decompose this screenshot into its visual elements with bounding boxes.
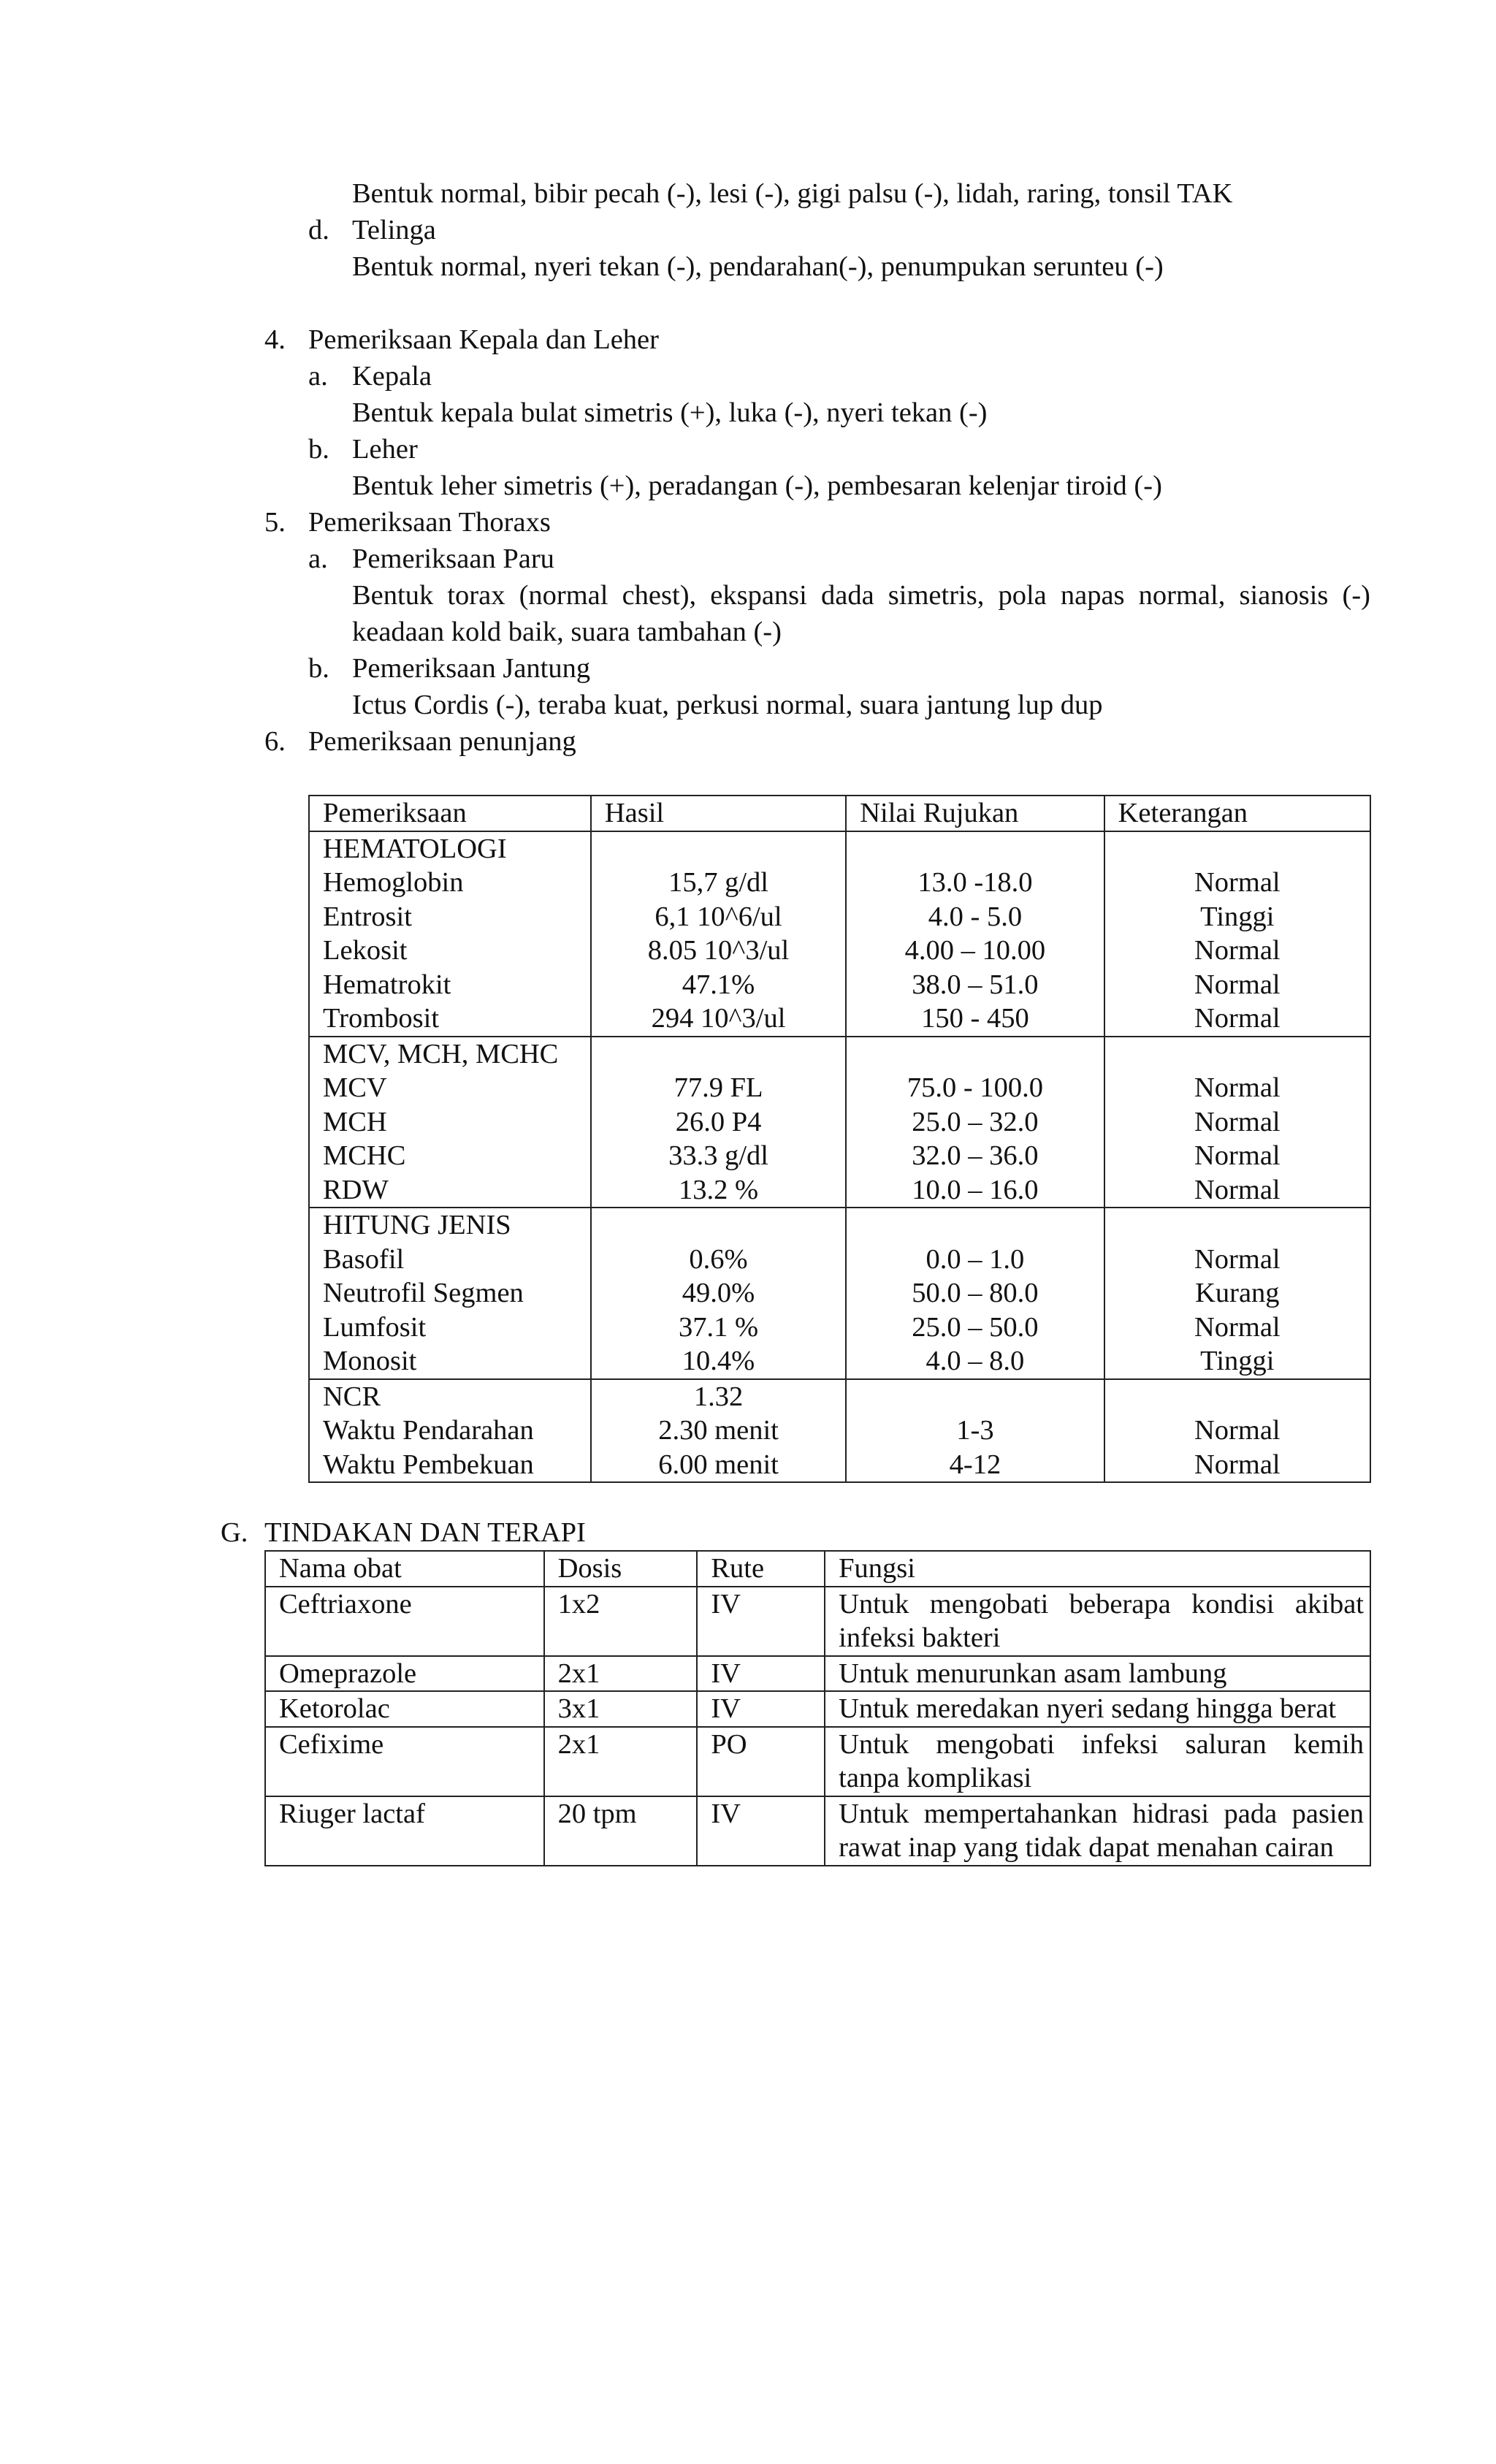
therapy-header-nama-obat: Nama obat	[265, 1551, 544, 1587]
ear-description: Bentuk normal, nyeri tekan (-), pendarahan(-), penumpukan serunteu (-)	[352, 251, 1164, 282]
sectionG-marker: G.	[221, 1517, 248, 1548]
section5-title: Pemeriksaan Thoraxs	[308, 507, 551, 538]
lab-header-pemeriksaan: Pemeriksaan	[309, 796, 591, 831]
test-reference: 75.0 - 100.0	[907, 1072, 1043, 1103]
test-reference: 25.0 – 50.0	[912, 1311, 1039, 1343]
test-result: 6,1 10^6/ul	[654, 901, 782, 932]
test-note: Normal	[1194, 1072, 1281, 1103]
lung-title: Pemeriksaan Paru	[352, 543, 554, 574]
test-reference: 4-12	[949, 1449, 1001, 1480]
drug-dose: 20 tpm	[544, 1796, 698, 1866]
lung-marker: a.	[308, 543, 328, 574]
drug-function	[825, 1727, 1370, 1796]
test-reference: 150 - 450	[921, 1003, 1029, 1034]
test-note: Kurang	[1195, 1278, 1280, 1308]
test-result: 294 10^3/ul	[651, 1003, 786, 1034]
drug-function	[825, 1587, 1370, 1656]
test-note: Normal	[1194, 1140, 1281, 1171]
test-name: Basofil	[323, 1243, 405, 1275]
drug-name: Riuger lactaf	[265, 1796, 544, 1866]
test-name: RDW	[323, 1174, 389, 1205]
drug-function-line1: Untuk meredakan nyeri sedang hingga berat	[839, 1693, 1337, 1724]
test-note: Normal	[1194, 1243, 1281, 1275]
drug-function-line1: Untuk menurunkan asam lambung	[839, 1658, 1227, 1689]
test-result: 10.4%	[682, 1346, 755, 1376]
drug-dose: 1x2	[544, 1587, 698, 1656]
therapy-header-row	[265, 1551, 1370, 1587]
therapy-row	[265, 1656, 1370, 1692]
ear-title: Telinga	[352, 215, 436, 245]
neck-description: Bentuk leher simetris (+), peradangan (-), pembesaran kelenjar tiroid (-)	[352, 470, 1162, 501]
test-reference: 10.0 – 16.0	[912, 1174, 1039, 1205]
test-name: Lekosit	[323, 935, 408, 966]
head-description: Bentuk kepala bulat simetris (+), luka (-), nyeri tekan (-)	[352, 397, 988, 428]
drug-route: IV	[697, 1587, 825, 1656]
therapy-header-rute: Rute	[697, 1551, 825, 1587]
heart-title: Pemeriksaan Jantung	[352, 653, 591, 684]
test-note: Normal	[1194, 1449, 1281, 1480]
group-title: HEMATOLOGI	[323, 833, 507, 864]
test-result: 1.32	[693, 1381, 744, 1412]
lab-group-hitung-jenis	[309, 1208, 1370, 1379]
head-title: Kepala	[352, 361, 432, 392]
test-result: 33.3 g/dl	[668, 1140, 768, 1171]
test-reference: 1-3	[956, 1415, 994, 1446]
test-note: Normal	[1194, 1003, 1281, 1034]
test-name: Hemoglobin	[323, 867, 464, 898]
drug-route: IV	[697, 1656, 825, 1692]
test-result: 49.0%	[682, 1278, 755, 1308]
heart-marker: b.	[308, 653, 329, 684]
drug-dose: 2x1	[544, 1727, 698, 1796]
test-note: Normal	[1194, 969, 1281, 1000]
test-note: Normal	[1194, 1106, 1281, 1137]
lab-header-hasil: Hasil	[591, 796, 846, 831]
test-reference: 4.00 – 10.00	[904, 935, 1046, 966]
drug-dose: 3x1	[544, 1691, 698, 1727]
test-note: Normal	[1194, 1311, 1281, 1343]
test-name: Waktu Pembekuan	[323, 1449, 534, 1480]
test-note: Normal	[1194, 935, 1281, 966]
test-reference: 4.0 - 5.0	[928, 901, 1023, 932]
section5-number: 5.	[264, 507, 286, 538]
lab-header-nilai-rujukan: Nilai Rujukan	[846, 796, 1104, 831]
test-reference: 4.0 – 8.0	[926, 1346, 1025, 1376]
test-reference: 38.0 – 51.0	[912, 969, 1039, 1000]
test-note	[1105, 1380, 1370, 1414]
ear-marker: d.	[308, 215, 329, 245]
test-result: 15,7 g/dl	[668, 867, 768, 898]
test-reference: 50.0 – 80.0	[912, 1278, 1039, 1308]
lab-group-mcv-mch-mchc	[309, 1037, 1370, 1208]
test-result: 47.1%	[682, 969, 755, 1000]
section6-number: 6.	[264, 726, 286, 757]
drug-function-line1: Untuk mengobati beberapa kondisi akibat	[839, 1588, 1364, 1620]
test-name: Neutrofil Segmen	[323, 1278, 524, 1308]
test-name: MCV	[323, 1072, 387, 1103]
heart-description: Ictus Cordis (-), teraba kuat, perkusi normal, suara jantung lup dup	[352, 690, 1103, 720]
drug-route: IV	[697, 1796, 825, 1866]
test-result: 2.30 menit	[658, 1415, 779, 1446]
therapy-header-dosis: Dosis	[544, 1551, 698, 1587]
drug-route: IV	[697, 1691, 825, 1727]
lab-results-table	[308, 795, 1371, 1483]
test-reference: 13.0 -18.0	[917, 867, 1033, 898]
drug-dose: 2x1	[544, 1656, 698, 1692]
test-reference	[847, 1380, 1103, 1414]
drug-function	[825, 1691, 1370, 1727]
lung-description-line2: keadaan kold baik, suara tambahan (-)	[352, 617, 782, 647]
test-name: MCH	[323, 1106, 387, 1137]
therapy-row	[265, 1587, 1370, 1656]
drug-function-line2: infeksi bakteri	[839, 1622, 1001, 1653]
neck-title: Leher	[352, 434, 418, 465]
test-name: Waktu Pendarahan	[323, 1415, 534, 1446]
drug-function-line1: Untuk mengobati infeksi saluran kemih	[839, 1728, 1364, 1760]
section4-title: Pemeriksaan Kepala dan Leher	[308, 324, 659, 355]
test-result: 13.2 %	[678, 1174, 759, 1205]
test-name: Monosit	[323, 1346, 417, 1376]
drug-name: Omeprazole	[265, 1656, 544, 1692]
group-title: HITUNG JENIS	[323, 1210, 511, 1240]
therapy-row	[265, 1796, 1370, 1866]
test-result: 26.0 P4	[675, 1106, 762, 1137]
drug-function-line1: Untuk mempertahankan hidrasi pada pasien	[839, 1798, 1364, 1829]
head-marker: a.	[308, 361, 328, 392]
group-title: MCV, MCH, MCHC	[323, 1038, 559, 1069]
test-reference: 0.0 – 1.0	[926, 1243, 1025, 1275]
neck-marker: b.	[308, 434, 329, 465]
mouth-description: Bentuk normal, bibir pecah (-), lesi (-), gigi palsu (-), lidah, raring, tonsil TAK	[352, 178, 1233, 209]
test-result: 0.6%	[689, 1243, 748, 1275]
test-result: 37.1 %	[678, 1311, 759, 1343]
test-note: Normal	[1194, 867, 1281, 898]
test-reference: 32.0 – 36.0	[912, 1140, 1039, 1171]
lab-group-hematologi	[309, 831, 1370, 1037]
test-name: Trombosit	[323, 1003, 440, 1034]
test-result: 77.9 FL	[673, 1072, 763, 1103]
section6-title: Pemeriksaan penunjang	[308, 726, 576, 757]
test-name: Hematrokit	[323, 969, 451, 1000]
drug-name: Cefixime	[265, 1727, 544, 1796]
drug-route: PO	[697, 1727, 825, 1796]
test-reference: 25.0 – 32.0	[912, 1106, 1039, 1137]
drug-name: Ketorolac	[265, 1691, 544, 1727]
therapy-header-fungsi: Fungsi	[825, 1551, 1370, 1587]
therapy-row	[265, 1727, 1370, 1796]
section4-number: 4.	[264, 324, 286, 355]
test-note: Normal	[1194, 1174, 1281, 1205]
drug-function-line2: tanpa komplikasi	[839, 1763, 1032, 1793]
test-name: Entrosit	[323, 901, 412, 932]
drug-function	[825, 1656, 1370, 1692]
lung-description-line1: Bentuk torax (normal chest), ekspansi dada simetris, pola napas normal, sianosis (-)	[352, 580, 1370, 611]
therapy-table	[264, 1550, 1371, 1866]
test-note: Tinggi	[1200, 1346, 1275, 1376]
sectionG-title: TINDAKAN DAN TERAPI	[264, 1517, 586, 1548]
therapy-row	[265, 1691, 1370, 1727]
lab-group-coagulation	[309, 1379, 1370, 1483]
test-note: Tinggi	[1200, 901, 1275, 932]
test-name: Lumfosit	[323, 1311, 427, 1343]
test-name: MCHC	[323, 1140, 406, 1171]
drug-function	[825, 1796, 1370, 1866]
test-name: NCR	[323, 1381, 381, 1412]
lab-header-row	[309, 796, 1370, 831]
test-result: 6.00 menit	[658, 1449, 779, 1480]
test-result: 8.05 10^3/ul	[647, 935, 790, 966]
test-note: Normal	[1194, 1415, 1281, 1446]
lab-header-keterangan: Keterangan	[1104, 796, 1370, 831]
drug-function-line2: rawat inap yang tidak dapat menahan cairan	[839, 1832, 1334, 1863]
drug-name: Ceftriaxone	[265, 1587, 544, 1656]
